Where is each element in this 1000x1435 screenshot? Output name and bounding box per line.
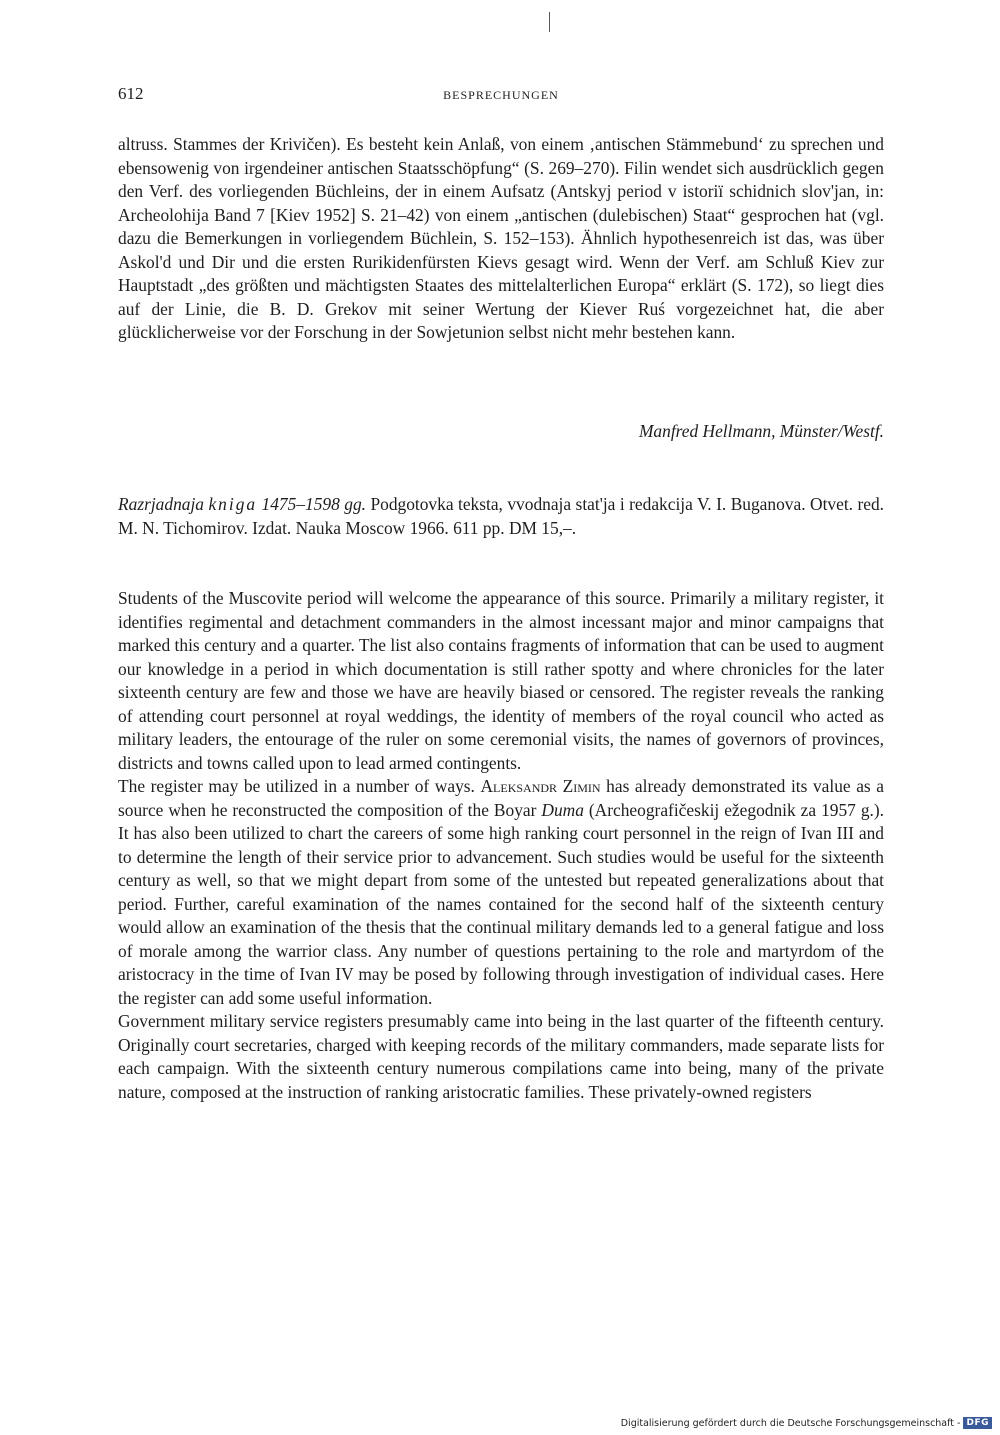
review-paragraph: Government military service registers presumably came into being in the last quarter of the fifteenth century. Originally court secretaries, charged with keeping records of the military commanders, made separate lists for each campaign. With the sixteenth century numerous compilations came into being, many of the private nature, composed at the instruction of ranking aristocratic families. These privately-owned registers bbox=[118, 1011, 884, 1102]
running-head: BESPRECHUNGEN bbox=[443, 88, 559, 102]
book-citation bbox=[118, 493, 884, 540]
review-body bbox=[118, 587, 884, 1104]
digitization-footer bbox=[621, 1417, 992, 1429]
review-paragraph: Students of the Muscovite period will welcome the appearance of this source. Primarily a military register, it identifies regimental and detachment commanders in the almost incessant major and minor campaigns that marked this century and a quarter. The list also contains fragments of information that can be used to augment our knowledge in a period in which documentation is still rather spotty and where chronicles for the later sixteenth century are few and those we have are heavily biased or censored. The register reveals the ranking of attending court personnel at royal weddings, the identity of members of the royal council who acted as military leaders, the entourage of the ruler on some ceremonial visits, the names of governors of provinces, districts and towns called upon to lead armed contingents. bbox=[118, 588, 884, 773]
text-run: The register may be utilized in a number of ways. bbox=[118, 776, 481, 796]
dfg-logo-icon: DFG bbox=[963, 1417, 992, 1429]
review-paragraph: altruss. Stammes der Krivičen). Es besteht kein Anlaß, von einem ‚antischen Stämmebund‘ zu sprechen und ebensowenig von irgendeiner antischen Staatsschöpfung“ (S. 269–270). Filin wendet sich ausdrücklich gegen den Verf. des vorliegenden Büchleins, der in einem Aufsatz (Antskyj period v istoriï schidnich slov'jan, in: Archeolohija Band 7 [Kiev 1952] S. 21–42) von einem „antischen (dulebischen) Staat“ gesprochen hat (vgl. dazu die Bemerkungen in vorliegendem Büchlein, S. 152–153). Ähnlich hypothesenreich ist das, was über Askol'd und Dir und die ersten Rurikidenfürsten Kievs gesagt wird. Wenn der Verf. am Schluß Kiev zur Hauptstadt „des größten und mächtigsten Staates des mittelalterlichen Europa“ erklärt (S. 172), so liegt dies auf der Linie, die B. D. Grekov mit seiner Wertung der Kiever Ruś vorgezeichnet hat, die aber glücklicherweise vor der Forschung in der Sowjetunion selbst nicht mehr bestehen kann. bbox=[118, 134, 884, 342]
text-run: has already demonstrated its value as a source when he reconstructed the composition of the Boyar bbox=[118, 776, 884, 820]
citation-details: Podgotovka teksta, vvodnaja stat'ja i redakcija V. I. Buganova. Otvet. red. M. N. Tichomirov. Izdat. Nauka Moscow 1966. 611 pp. DM 15,–. bbox=[118, 494, 884, 538]
term-duma: Duma bbox=[541, 799, 584, 820]
citation-title-part: 1475–1598 gg. bbox=[257, 494, 366, 514]
review-paragraph bbox=[118, 775, 884, 1010]
scan-edge-mark bbox=[549, 12, 550, 32]
author-name: Aleksandr Zimin bbox=[480, 776, 601, 796]
review-text-continued bbox=[118, 133, 884, 345]
citation-paragraph bbox=[118, 493, 884, 540]
citation-title-part: kniga bbox=[208, 494, 258, 514]
text-run: (Archeografičeskij ežegodnik za 1957 g.). It has also been utilized to chart the careers of some high ranking court personnel in the reign of Ivan III and to determine the length of their service prior to advancement. Such studies would be useful for the sixteenth century as well, so that we might depart from some of the untested but repeated generalizations about that period. Further, careful examination of the names contained for the second half of the sixteenth century would allow an examination of the thesis that the continual military demands led to a general fatigue and loss of morale among the warrior class. Any number of questions pertaining to the role and martyrdom of the aristocracy in the time of Ivan IV may be posed by following through investigation of individual cases. Here the register can add some useful information. bbox=[118, 799, 885, 1008]
citation-title bbox=[118, 494, 366, 514]
citation-title-part: Razrjadnaja bbox=[118, 494, 209, 514]
footer-text: Digitalisierung gefördert durch die Deutsche Forschungsgemeinschaft - bbox=[620, 1417, 961, 1429]
reviewer-signature: Manfred Hellmann, Münster/Westf. bbox=[638, 421, 884, 441]
page-header bbox=[118, 84, 884, 108]
page-number: 612 bbox=[118, 84, 144, 103]
